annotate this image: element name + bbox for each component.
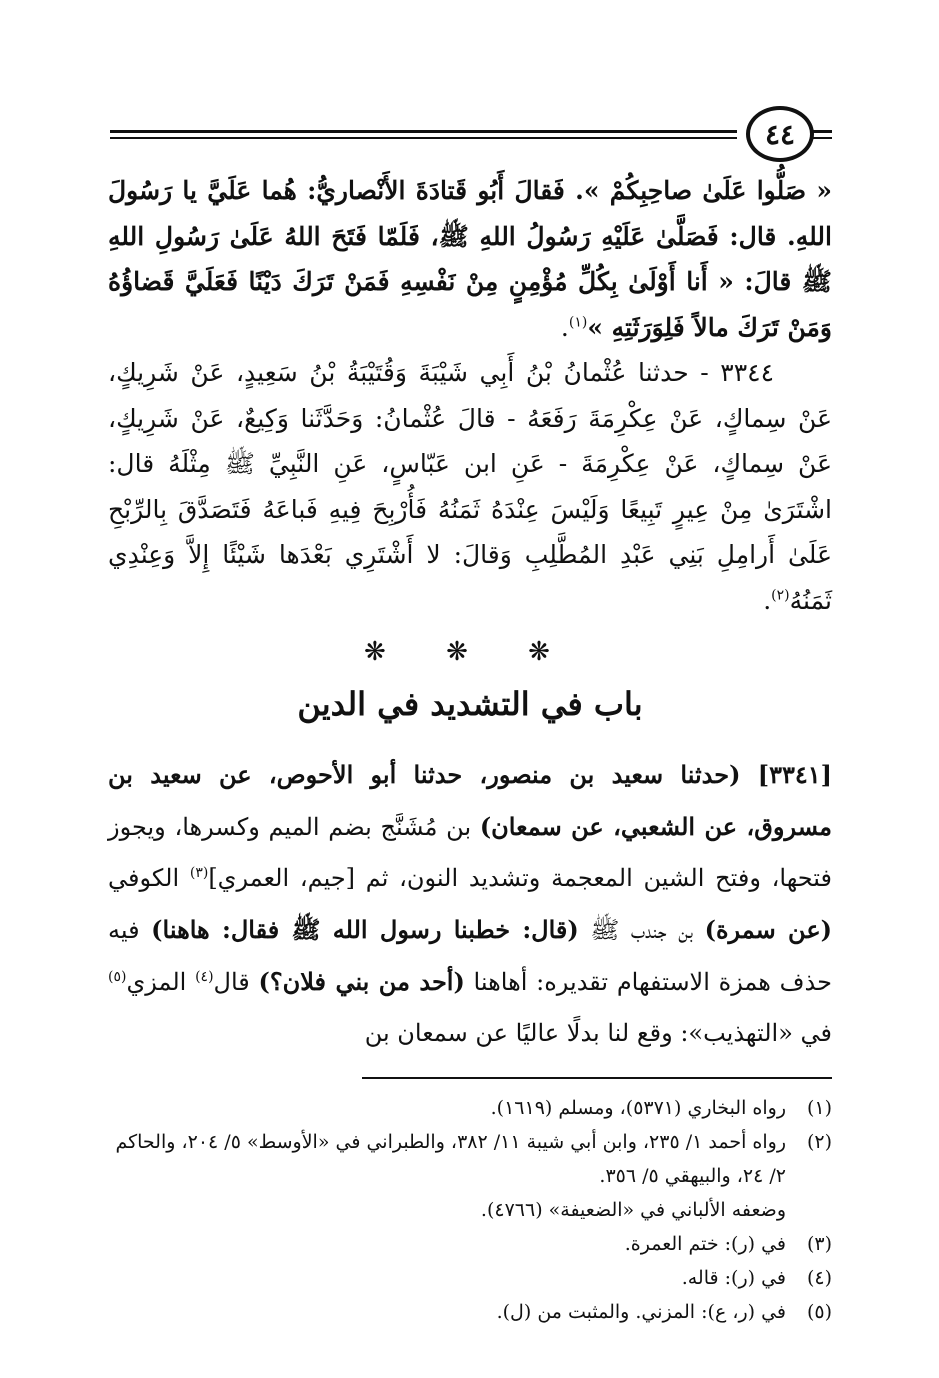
footnote-item: [108, 1295, 832, 1329]
hadith-paragraph-3344: ٣٣٤٤ - حدثنا عُثْمانُ بْنُ أَبِي شَيْبَةَ وَقُتَيْبَةُ بْنُ سَعِيدٍ، عَنْ شَرِيكٍ، عَنْ سِماكٍ، عَنْ عِكْرِمَةَ رَفَعَهُ - قالَ عُثْمانُ: وَحَدَّثَنا وَكِيعٌ، عَنْ شَرِيكٍ، عَنْ سِماكٍ، عَنْ عِكْرِمَةَ - عَنِ ابن عَبّاسٍ، عَنِ النَّبِيِّ ﷺ مِثْلَهُ قال: اشْتَرَىٰ مِنْ عِيرٍ تَبِيعًا وَلَيْسَ عِنْدَهُ ثَمَنُهُ فَأُرْبِحَ فِيهِ فَباعَهُ فَتَصَدَّقَ بِالرِّبْحِ عَلَىٰ أَرامِلِ بَنِي عَبْدِ المُطَّلِبِ وَقالَ: لا أَشْتَرِي بَعْدَها شَيْئًا إِلاَّ وَعِنْدِي ثَمَنُهُ$^{(٢)}$.: [108, 358, 832, 615]
hadith-text-3344: ٣٣٤٤ - حدثنا عُثْمانُ بْنُ أَبِي شَيْبَةَ وَقُتَيْبَةُ بْنُ سَعِيدٍ، عَنْ شَرِيكٍ، عَنْ سِماكٍ، عَنْ عِكْرِمَةَ رَفَعَهُ - قالَ عُثْمانُ: وَحَدَّثَنا وَكِيعٌ، عَنْ شَرِيكٍ، عَنْ سِماكٍ، عَنْ عِكْرِمَةَ - عَنِ ابن عَبّاسٍ، عَنِ النَّبِيِّ ﷺ مِثْلَهُ قال: اشْتَرَىٰ مِنْ عِيرٍ تَبِيعًا وَلَيْسَ عِنْدَهُ ثَمَنُهُ فَأُرْبِحَ فِيهِ فَباعَهُ فَتَصَدَّقَ بِالرِّبْحِ عَلَىٰ أَرامِلِ بَنِي عَبْدِ المُطَّلِبِ وَقالَ: لا أَشْتَرِي بَعْدَها شَيْئًا إِلاَّ وَعِنْدِي ثَمَنُهُ: [108, 358, 832, 615]
commentary-paragraph: [108, 749, 832, 1059]
page-number: ٤٤: [746, 106, 814, 162]
footnote-body: [108, 1261, 786, 1295]
commentary-text-3: بن جندب ﷺ: [578, 916, 705, 944]
footnote-item: [108, 1261, 832, 1295]
footnote-line: وضعفه الألباني في «الضعيفة» (٤٧٦٦).: [480, 1198, 786, 1221]
page-content: [108, 168, 832, 1329]
footnote-line: في (ر): ختم العمرة.: [624, 1232, 786, 1255]
page-header: [110, 100, 832, 170]
footnote-body: [108, 1295, 786, 1329]
footnote-body: [108, 1091, 786, 1125]
section-separator: ❋ ❋ ❋: [364, 637, 576, 667]
footnote-ref-4: (٤): [195, 969, 214, 985]
commentary-text-4: فيه حذف همزة الاستفهام تقديره: أهاهنا: [108, 916, 832, 996]
commentary-text-7: في «التهذيب»: وقع لنا بدلًا عاليًا عن سمعان بن: [364, 1019, 832, 1047]
footnote-item: [108, 1125, 832, 1227]
footnote-number: (٢): [806, 1130, 832, 1153]
header-rule-thick: [110, 130, 737, 133]
header-rule-right-thick: [812, 130, 832, 133]
footnote-number: (٤): [806, 1266, 832, 1289]
footnote-ref-3: (٣): [189, 865, 209, 881]
commentary-text-5: قال: [213, 968, 259, 996]
footnote-line: رواه أحمد ١/ ٢٣٥، وابن أبي شيبة ١١/ ٣٨٢، والطبراني في «الأوسط» ٥/ ٢٠٤، والحاكم ٢/ ٢٤، والبيهقي ٥/ ٣٥٦.: [115, 1130, 786, 1187]
footnote-number: (١): [806, 1096, 832, 1119]
commentary-text-1: بن مُشَنَّج بضم الميم وكسرها، ويجوز فتحها، وفتح الشين المعجمة وتشديد النون، ثم [جيم، العمري]: [108, 813, 832, 892]
hadith-block: [108, 168, 832, 623]
commentary-bold-1: [٣٣٤١] (حدثنا سعيد بن منصور، حدثنا أبو الأحوص، عن سعيد بن مسروق، عن الشعبي، عن سمعان): [108, 760, 832, 841]
footnote-line: في (ر): قاله.: [681, 1266, 786, 1289]
commentary-block: [108, 749, 832, 1059]
commentary-text-6: المزي: [126, 968, 196, 996]
footnote-body: [108, 1125, 786, 1227]
chapter-title: باب في التشديد في الدين: [297, 685, 643, 723]
footnote-ref-2: (٢): [771, 587, 790, 604]
commentary-bold-4: (أحد من بني فلان؟): [258, 967, 465, 996]
header-rule-thin: [110, 137, 737, 139]
hadith-paragraph-1: « صَلُّوا عَلَىٰ صاحِبِكُمْ ». فَقالَ أَبُو قَتادَةَ الأَنْصاريُّ: هُما عَلَيَّ يا رَسُولَ اللهِ. قال: فَصَلَّىٰ عَلَيْهِ رَسُولُ اللهِ ﷺ، فَلَمّا فَتَحَ اللهُ عَلَىٰ رَسُولِ اللهِ ﷺ قالَ: « أَنا أَوْلَىٰ بِكُلِّ مُؤْمِنٍ مِنْ نَفْسِهِ فَمَنْ تَرَكَ دَيْنًا فَعَلَيَّ قَضاؤُهُ وَمَنْ تَرَكَ مالاً فَلِوَرَثَتِهِ »$^{(١)}$.: [108, 176, 832, 342]
footnote-number: (٣): [806, 1232, 832, 1255]
hadith-text-1: « صَلُّوا عَلَىٰ صاحِبِكُمْ ». فَقالَ أَبُو قَتادَةَ الأَنْصاريُّ: هُما عَلَيَّ يا رَسُولَ اللهِ. قال: فَصَلَّىٰ عَلَيْهِ رَسُولُ اللهِ ﷺ، فَلَمّا فَتَحَ اللهُ عَلَىٰ رَسُولِ اللهِ ﷺ قالَ: « أَنا أَوْلَىٰ بِكُلِّ مُؤْمِنٍ مِنْ نَفْسِهِ فَمَنْ تَرَكَ دَيْنًا فَعَلَيَّ قَضاؤُهُ وَمَنْ تَرَكَ مالاً فَلِوَرَثَتِهِ »: [108, 176, 832, 342]
commentary-text-2: الكوفي: [108, 864, 190, 892]
footnotes: [108, 1091, 832, 1329]
footnote-number: (٥): [806, 1300, 832, 1323]
commentary-bold-2: (عن سمرة): [704, 915, 833, 944]
footnote-divider: [362, 1077, 832, 1079]
header-rule-right-thin: [812, 137, 832, 139]
footnote-line: رواه البخاري (٥٣٧١)، ومسلم (١٦١٩).: [490, 1096, 786, 1119]
footnote-line: في (ر، ع): المزني. والمثبت من (ل).: [496, 1300, 786, 1323]
commentary-bold-3: (قال: خطبنا رسول الله ﷺ فقال: هاهنا): [151, 915, 579, 944]
footnote-ref-1: (١): [568, 314, 588, 331]
footnote-item: [108, 1227, 832, 1261]
footnote-ref-5: (٥): [108, 969, 127, 985]
footnote-item: [108, 1091, 832, 1125]
footnote-body: [108, 1227, 786, 1261]
